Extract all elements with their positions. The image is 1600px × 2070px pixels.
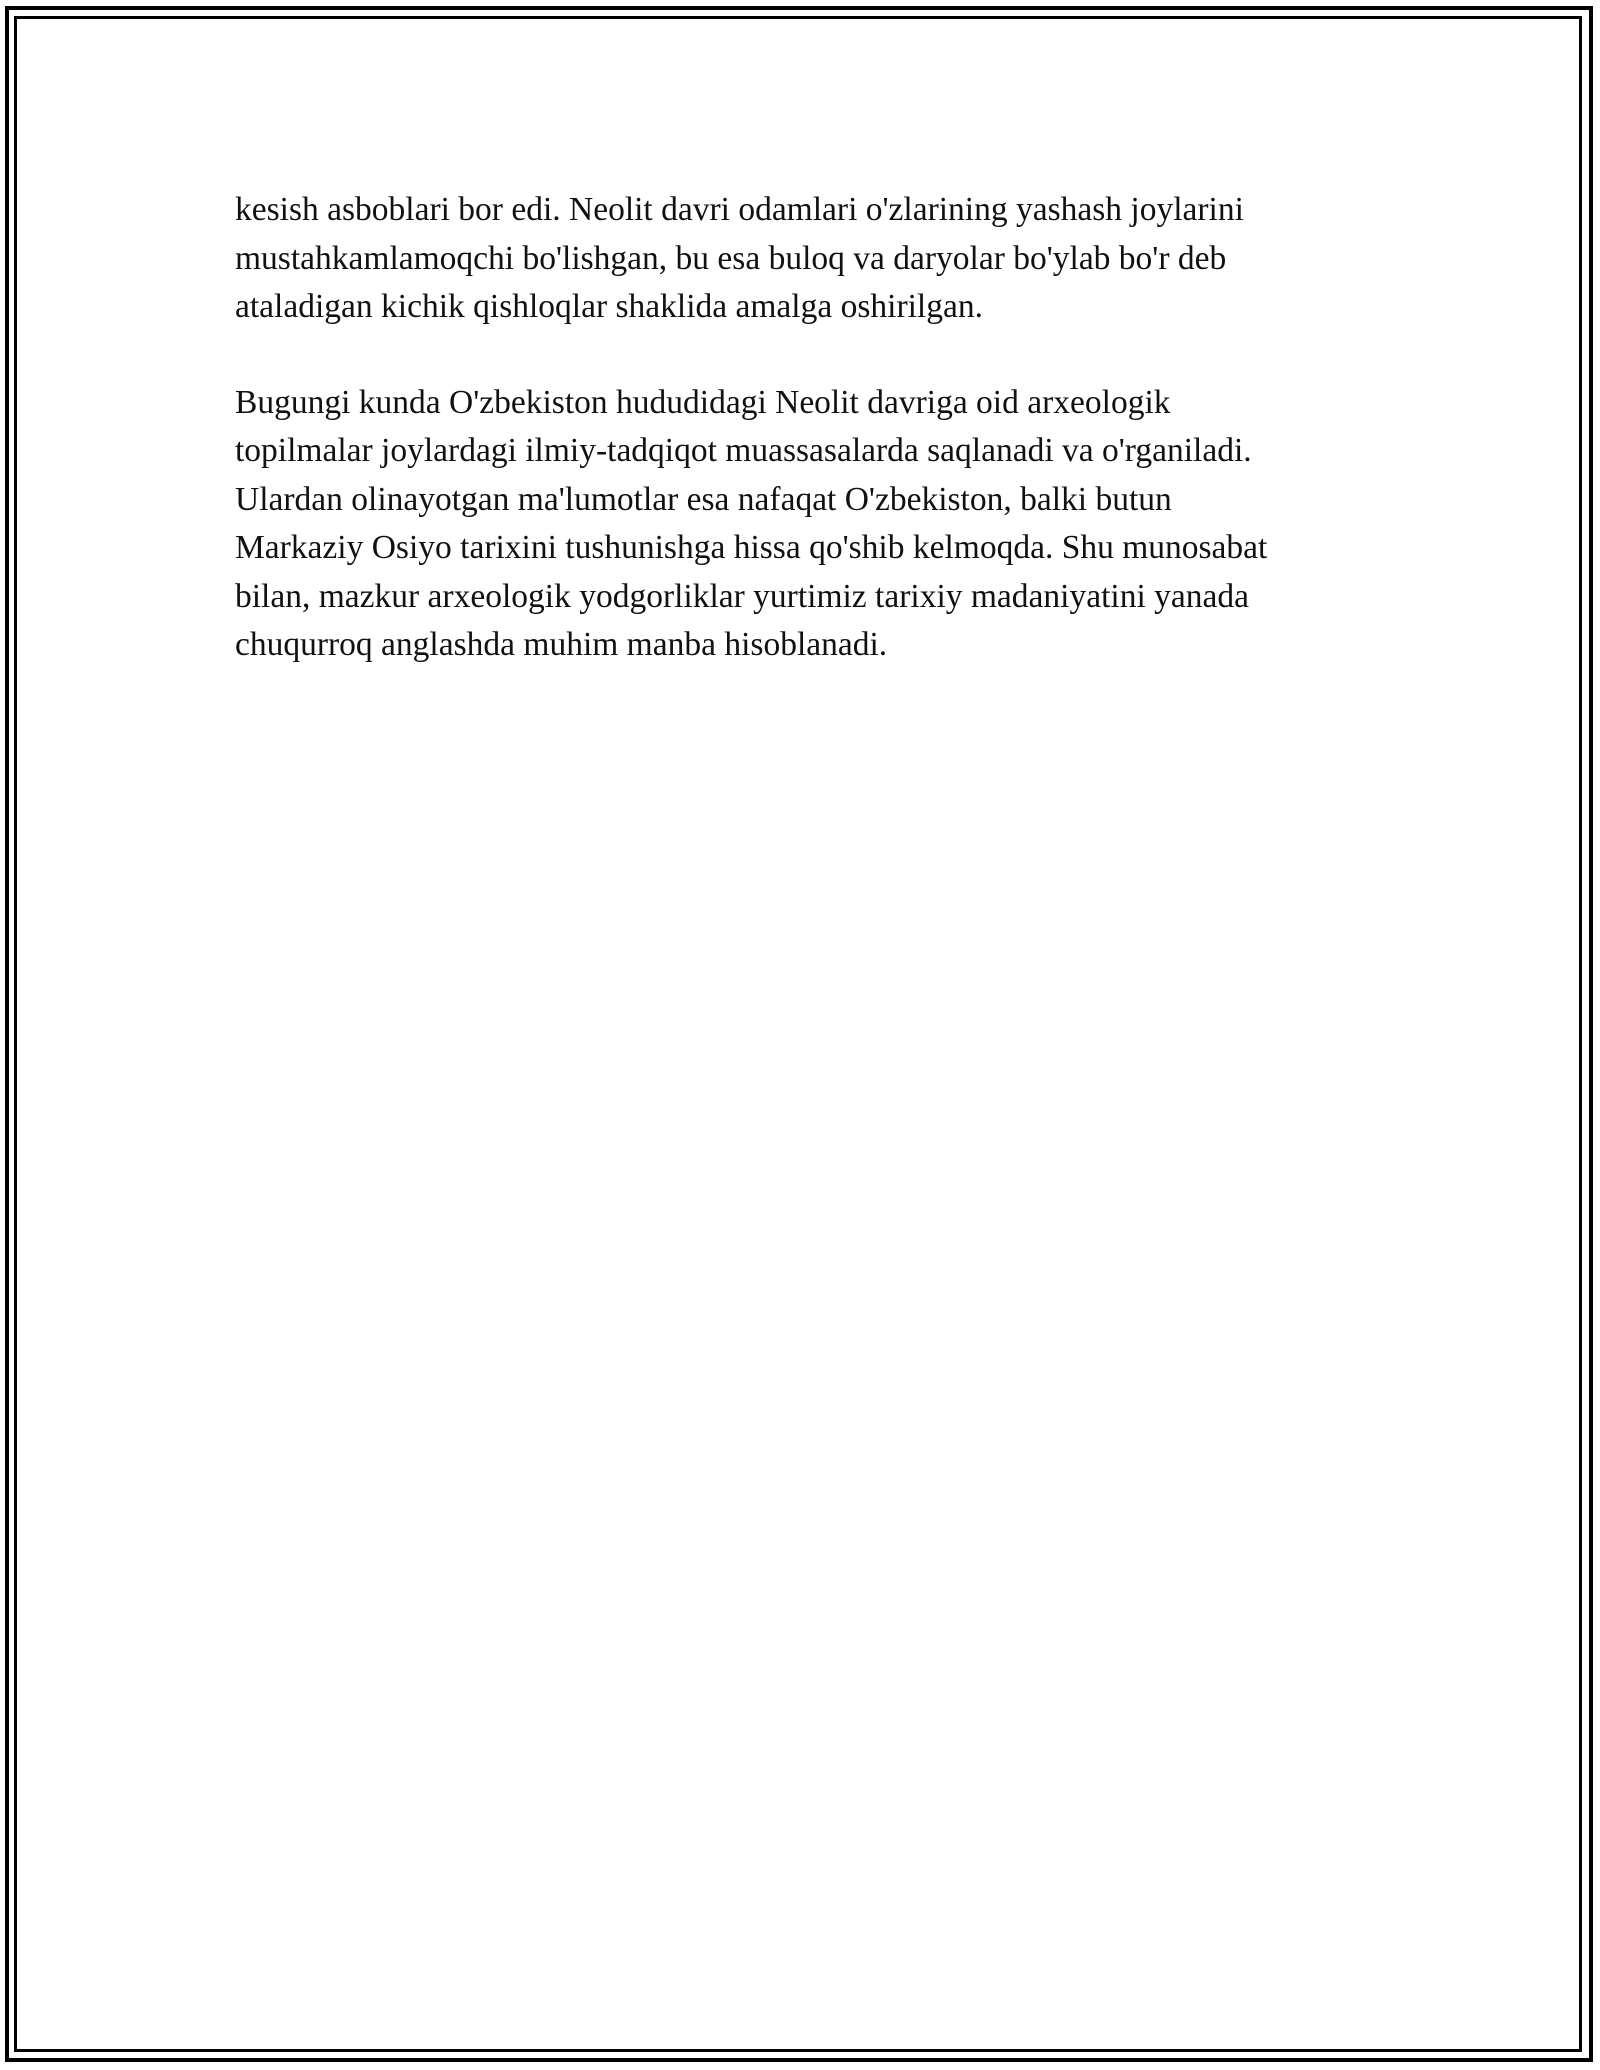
paragraph-2-line-2: topilmalar joylardagi ilmiy-tadqiqot muassasalarda saqlanadi va o'rganiladi. [235, 432, 1252, 469]
paragraph-2-line-3: Ulardan olinayotgan ma'lumotlar esa nafaqat O'zbekiston, balki butun [235, 480, 1172, 518]
paragraph-1-line-1: kesish asboblari bor edi. Neolit davri odamlari o'zlarining yashash joylarini [235, 191, 1244, 228]
paragraph-2 [235, 379, 1365, 670]
paragraph-2-line-6: chuqurroq anglashda muhim manba hisoblanadi. [235, 626, 888, 663]
paragraph-2-line-1: Bugungi kunda O'zbekiston hududidagi Neolit davriga oid arxeologik [235, 383, 1171, 421]
paragraph-2-line-4: Markaziy Osiyo tarixini tushunishga hissa qo'shib kelmoqda. Shu munosabat [235, 529, 1268, 566]
document-body [235, 186, 1365, 717]
paragraph-1-line-2: mustahkamlamoqchi bo'lishgan, bu esa buloq va daryolar bo'ylab bo'r deb [235, 239, 1227, 277]
paragraph-2-line-5: bilan, mazkur arxeologik yodgorliklar yurtimiz tarixiy madaniyatini yanada [235, 577, 1249, 615]
paragraph-1 [235, 186, 1365, 332]
paragraph-1-line-3: ataladigan kichik qishloqlar shaklida amalga oshirilgan. [235, 288, 983, 325]
